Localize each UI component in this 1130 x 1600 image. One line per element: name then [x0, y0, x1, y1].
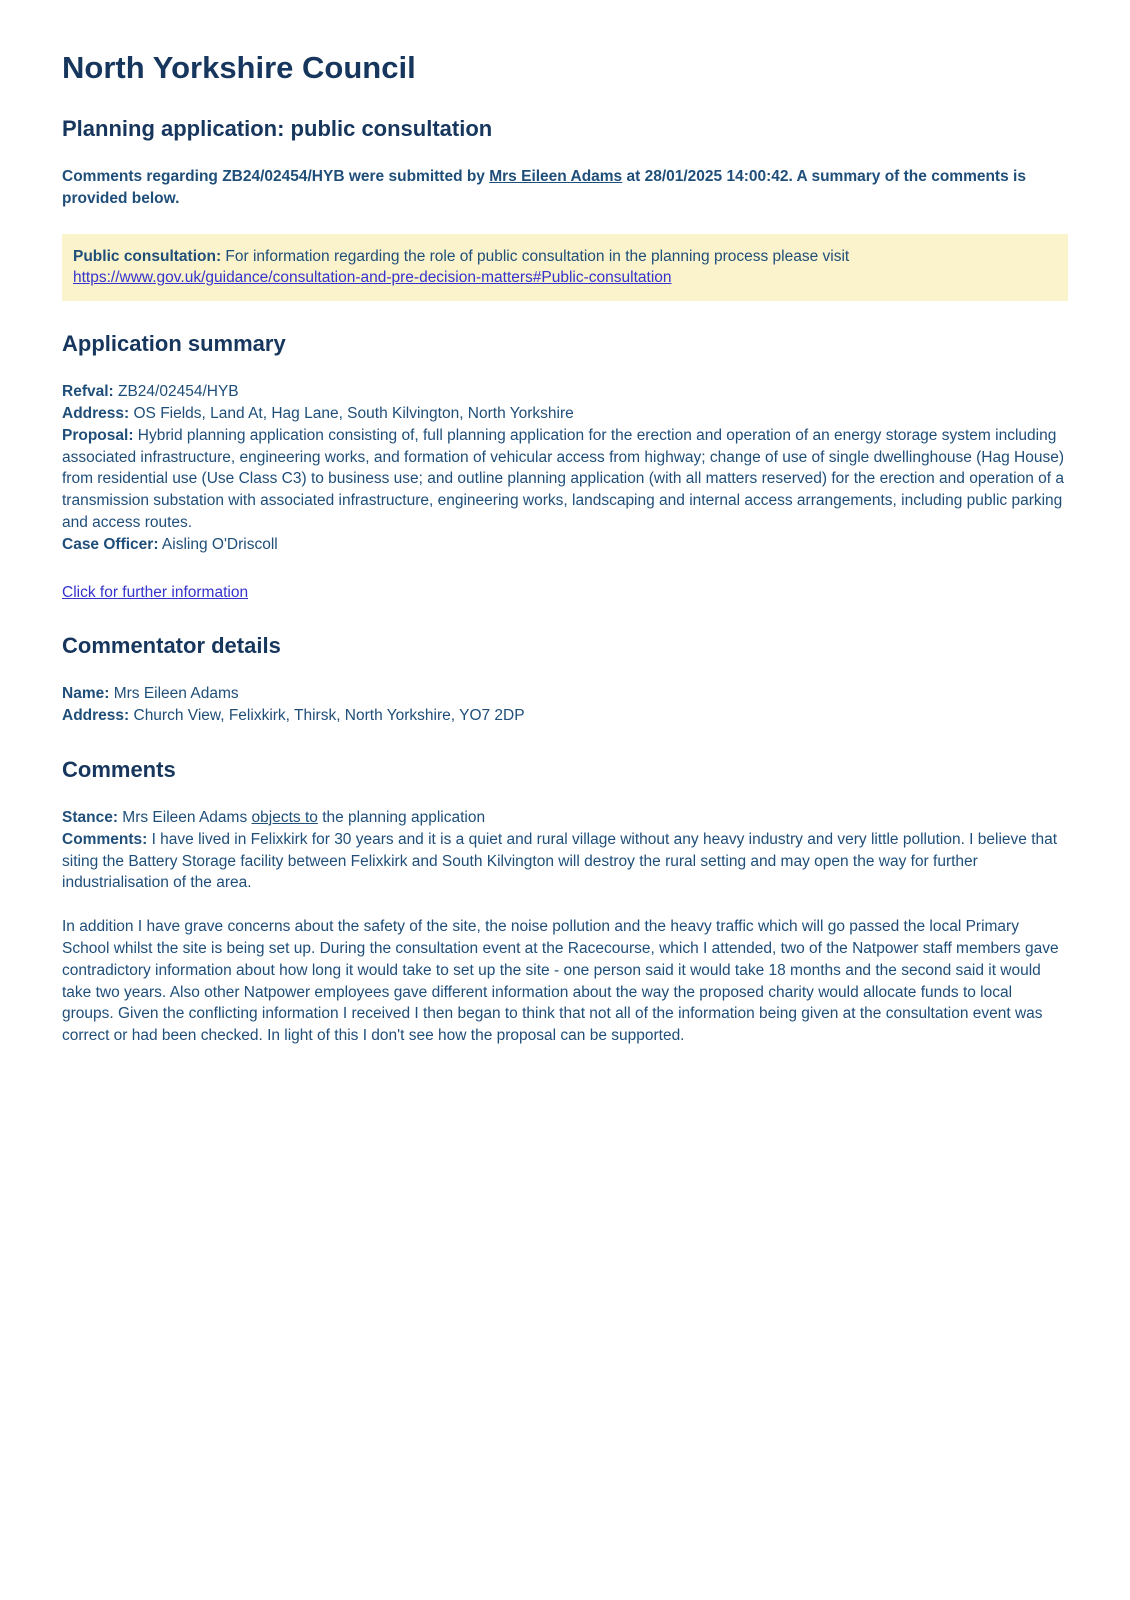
- commentator-name-field: [62, 683, 1068, 705]
- application-summary-heading: Application summary: [62, 331, 286, 357]
- proposal-field: [62, 425, 1068, 534]
- gov-uk-consultation-link[interactable]: https://www.gov.uk/guidance/consultation-and-pre-decision-matters#Public-consultation: [73, 269, 672, 287]
- application-summary-section: [62, 331, 1068, 603]
- refval-value: ZB24/02454/HYB: [113, 383, 239, 401]
- case-officer-field: [62, 534, 1068, 556]
- refval-field: [62, 381, 1068, 403]
- stance-and-comments-paragraph: [62, 807, 1068, 894]
- comments-label: Comments:: [62, 830, 148, 848]
- site-address-value: OS Fields, Land At, Hag Lane, South Kilvington, North Yorkshire: [129, 404, 574, 422]
- stance-field: [62, 807, 1068, 829]
- comments-paragraph-2: In addition I have grave concerns about the safety of the site, the noise pollution and the heavy traffic which will go passed the local Primary School whilst the site is being set up. During the consultation event at the Racecourse, which I attended, two of the Natpower staff members gave contradictory information about how long it would take to set up the site - one person said it would take 18 months and the second said it would take two years. Also other Natpower employees gave different information about the way the proposed charity would allocate funds to local groups. Given the conflicting information I received I then began to think that not all of the information being given at the consultation event was correct or had been checked. In light of this I don't see how the proposal can be supported.: [62, 918, 1059, 1045]
- stance-before: Mrs Eileen Adams: [118, 808, 252, 826]
- commentator-address-field: [62, 705, 1068, 727]
- commentator-address-value: Church View, Felixkirk, Thirsk, North Yorkshire, YO7 2DP: [129, 707, 525, 725]
- further-information-link[interactable]: Click for further information: [62, 583, 249, 601]
- commentator-details-heading: Commentator details: [62, 633, 281, 659]
- comments-section: [62, 757, 1068, 1047]
- notice-text-line: [73, 246, 1056, 268]
- stance-objects-to: objects to: [251, 808, 318, 826]
- case-officer-value: Aisling O'Driscoll: [158, 535, 278, 553]
- commentator-address-label: Address:: [62, 707, 130, 725]
- further-information-row: [62, 582, 1068, 604]
- proposal-value: Hybrid planning application consisting of, full planning application for the erection and operation of an energy storage system including associated infrastructure, engineering works, and formation of vehicular access from highway; change of use of single dwellinghouse (Hag House) from residential use (Use Class C3) to business use; and outline planning application (with all matters reserved) for the erection and operation of a transmission substation with associated infrastructure, engineering works, landscaping and internal access arrangements, including public parking and access routes.: [62, 426, 1065, 531]
- proposal-label: Proposal:: [62, 426, 134, 444]
- comments-paragraph-1-text: I have lived in Felixkirk for 30 years and it is a quiet and rural village without any heavy industry and very little pollution. I believe that siting the Battery Storage facility between Felixkirk and South Kilvington will destroy the rural setting and may open the way for further industrialisation of the area.: [62, 830, 1058, 892]
- notice-label: Public consultation:: [73, 247, 222, 265]
- commentator-fields: [62, 683, 1068, 727]
- submission-summary-text: [62, 166, 1068, 210]
- stance-after: the planning application: [317, 808, 486, 826]
- submission-summary-after-name: at 28/01/2025 14:00:42. A summary of the comments is provided below.: [62, 168, 1026, 207]
- comments-paragraph-1: [62, 829, 1068, 894]
- notice-text: For information regarding the role of public consultation in the planning process please visit: [221, 247, 850, 265]
- commentator-name-label: Name:: [62, 685, 110, 703]
- submission-summary-before-name: Comments regarding ZB24/02454/HYB were submitted by: [62, 168, 490, 185]
- submitter-name: Mrs Eileen Adams: [489, 168, 623, 185]
- page-title: North Yorkshire Council: [62, 50, 416, 85]
- refval-label: Refval:: [62, 383, 114, 401]
- site-address-label: Address:: [62, 404, 130, 422]
- public-consultation-notice: [62, 234, 1068, 302]
- page-subtitle: Planning application: public consultation: [62, 116, 493, 141]
- application-summary-fields: [62, 381, 1068, 555]
- commentator-details-section: [62, 633, 1068, 727]
- stance-label: Stance:: [62, 808, 118, 826]
- case-officer-label: Case Officer:: [62, 535, 159, 553]
- notice-link-line: [73, 267, 1056, 289]
- site-address-field: [62, 403, 1068, 425]
- comments-heading: Comments: [62, 756, 176, 782]
- commentator-name-value: Mrs Eileen Adams: [109, 685, 239, 703]
